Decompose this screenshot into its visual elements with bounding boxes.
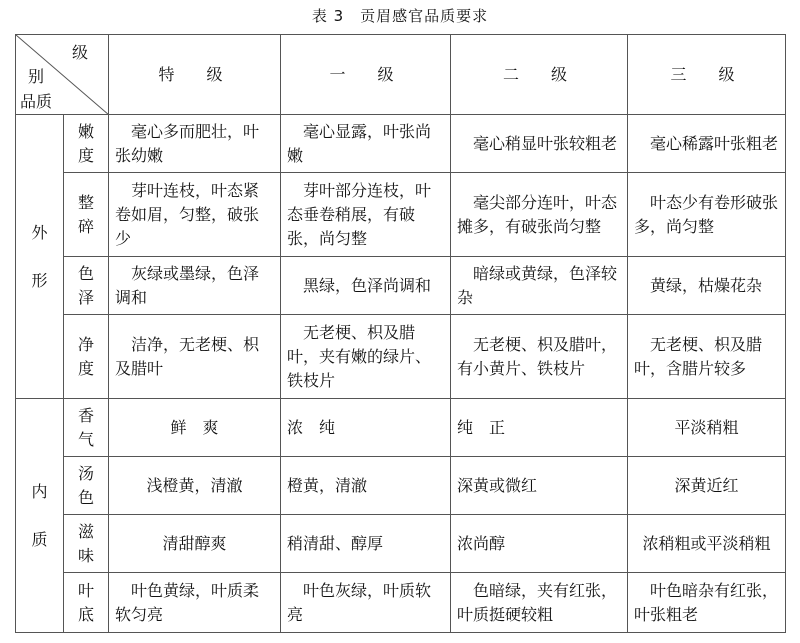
table-row bbox=[16, 399, 786, 457]
corner-label-bie: 别 bbox=[28, 67, 45, 86]
group-appearance: 外 形 bbox=[16, 115, 64, 399]
corner-label-quality: 品质 bbox=[20, 92, 53, 111]
table-row bbox=[16, 573, 786, 633]
grade-header-premium: 特 级 bbox=[109, 35, 281, 115]
table-cell: 叶色黄绿，叶质柔软匀亮 bbox=[109, 573, 281, 633]
quality-table bbox=[15, 34, 786, 633]
attr-infused-leaf: 叶 底 bbox=[64, 573, 109, 633]
table-cell: 无老梗、枳及腊叶，含腊片较多 bbox=[628, 315, 786, 399]
table-cell: 色暗绿，夹有红张，叶质挺硬较粗 bbox=[451, 573, 628, 633]
header-row bbox=[16, 35, 786, 115]
table-row bbox=[16, 115, 786, 173]
table-cell: 毫心多而肥壮，叶张幼嫩 bbox=[109, 115, 281, 173]
attr-evenness: 整 碎 bbox=[64, 173, 109, 257]
table-cell: 毫尖部分连叶，叶态摊多，有破张尚匀整 bbox=[451, 173, 628, 257]
table-row bbox=[16, 257, 786, 315]
table-cell: 无老梗、枳及腊叶，夹有嫩的绿片、铁枝片 bbox=[281, 315, 451, 399]
table-cell: 橙黄，清澈 bbox=[281, 457, 451, 515]
table-cell: 毫心稍显叶张较粗老 bbox=[451, 115, 628, 173]
grade-header-third: 三 级 bbox=[628, 35, 786, 115]
grade-header-second: 二 级 bbox=[451, 35, 628, 115]
table-cell: 毫心稀露叶张粗老 bbox=[628, 115, 786, 173]
table-cell: 毫心显露，叶张尚嫩 bbox=[281, 115, 451, 173]
table-cell: 浓 纯 bbox=[281, 399, 451, 457]
table-row bbox=[16, 515, 786, 573]
table-cell: 平淡稍粗 bbox=[628, 399, 786, 457]
table-cell: 叶色暗杂有红张，叶张粗老 bbox=[628, 573, 786, 633]
attr-liquor-color: 汤 色 bbox=[64, 457, 109, 515]
table-cell: 灰绿或墨绿，色泽调和 bbox=[109, 257, 281, 315]
corner-label-grade: 级 bbox=[72, 43, 89, 62]
table-cell: 清甜醇爽 bbox=[109, 515, 281, 573]
corner-cell bbox=[16, 35, 109, 115]
table-cell: 黄绿，枯燥花杂 bbox=[628, 257, 786, 315]
table-cell: 鲜 爽 bbox=[109, 399, 281, 457]
table-cell: 芽叶部分连枝，叶态垂卷稍展，有破张，尚匀整 bbox=[281, 173, 451, 257]
table-cell: 叶态少有卷形破张多，尚匀整 bbox=[628, 173, 786, 257]
table-row bbox=[16, 315, 786, 399]
table-cell: 浓稍粗或平淡稍粗 bbox=[628, 515, 786, 573]
attr-cleanliness: 净 度 bbox=[64, 315, 109, 399]
table-row bbox=[16, 173, 786, 257]
table-cell: 浓尚醇 bbox=[451, 515, 628, 573]
table-cell: 叶色灰绿，叶质软亮 bbox=[281, 573, 451, 633]
table-caption: 表 3 贡眉感官品质要求 bbox=[311, 7, 489, 25]
attr-tenderness: 嫩 度 bbox=[64, 115, 109, 173]
table-cell: 深黄近红 bbox=[628, 457, 786, 515]
attr-taste: 滋 味 bbox=[64, 515, 109, 573]
table-cell: 纯 正 bbox=[451, 399, 628, 457]
table-row bbox=[16, 457, 786, 515]
table-cell: 黑绿，色泽尚调和 bbox=[281, 257, 451, 315]
table-cell: 稍清甜、醇厚 bbox=[281, 515, 451, 573]
table-cell: 暗绿或黄绿，色泽较杂 bbox=[451, 257, 628, 315]
table-cell: 深黄或微红 bbox=[451, 457, 628, 515]
table-cell: 洁净，无老梗、枳及腊叶 bbox=[109, 315, 281, 399]
group-inner-quality: 内 质 bbox=[16, 399, 64, 633]
table-cell: 无老梗、枳及腊叶，有小黄片、铁枝片 bbox=[451, 315, 628, 399]
table-cell: 浅橙黄，清澈 bbox=[109, 457, 281, 515]
grade-header-first: 一 级 bbox=[281, 35, 451, 115]
table-cell: 芽叶连枝，叶态紧卷如眉，匀整，破张少 bbox=[109, 173, 281, 257]
attr-aroma: 香 气 bbox=[64, 399, 109, 457]
attr-color: 色 泽 bbox=[64, 257, 109, 315]
